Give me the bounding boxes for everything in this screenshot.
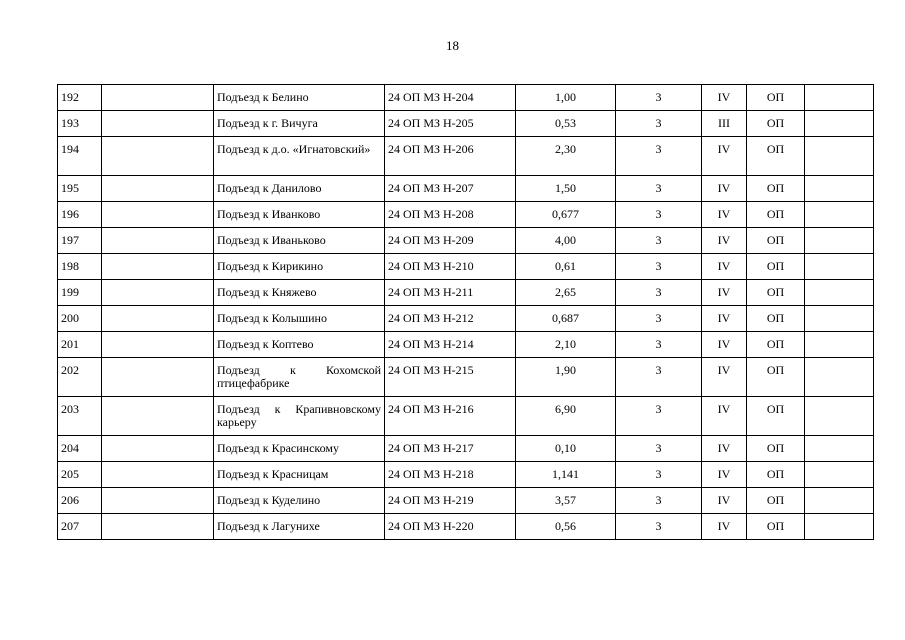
- road-name: Подъезд к Белино: [214, 85, 385, 111]
- lanes-value: 3: [616, 306, 702, 332]
- road-length: 2,30: [516, 137, 616, 176]
- table-row: [58, 254, 874, 280]
- road-code: 24 ОП МЗ Н-220: [385, 514, 516, 540]
- empty-cell: [102, 358, 214, 397]
- road-length: 1,00: [516, 85, 616, 111]
- lanes-value: 3: [616, 332, 702, 358]
- empty-cell: [102, 254, 214, 280]
- table-row: [58, 514, 874, 540]
- empty-cell: [102, 306, 214, 332]
- table-row: [58, 488, 874, 514]
- road-length: 4,00: [516, 228, 616, 254]
- road-name: Подъезд к Крапивновскому карьеру: [214, 397, 385, 436]
- road-category: IV: [702, 306, 747, 332]
- road-name: Подъезд к Кирикино: [214, 254, 385, 280]
- row-number: 192: [58, 85, 102, 111]
- road-category: IV: [702, 514, 747, 540]
- road-type: ОП: [747, 306, 805, 332]
- road-type: ОП: [747, 397, 805, 436]
- road-category: IV: [702, 332, 747, 358]
- empty-cell: [805, 462, 874, 488]
- road-type: ОП: [747, 332, 805, 358]
- row-number: 197: [58, 228, 102, 254]
- empty-cell: [102, 436, 214, 462]
- row-number: 206: [58, 488, 102, 514]
- row-number: 198: [58, 254, 102, 280]
- empty-cell: [805, 436, 874, 462]
- row-number: 205: [58, 462, 102, 488]
- road-code: 24 ОП МЗ Н-207: [385, 176, 516, 202]
- lanes-value: 3: [616, 280, 702, 306]
- row-number: 204: [58, 436, 102, 462]
- page-number: 18: [446, 38, 459, 53]
- road-code: 24 ОП МЗ Н-206: [385, 137, 516, 176]
- road-type: ОП: [747, 436, 805, 462]
- road-name: Подъезд к г. Вичуга: [214, 111, 385, 137]
- road-code: 24 ОП МЗ Н-216: [385, 397, 516, 436]
- road-category: IV: [702, 358, 747, 397]
- road-length: 3,57: [516, 488, 616, 514]
- road-length: 0,687: [516, 306, 616, 332]
- empty-cell: [805, 488, 874, 514]
- road-type: ОП: [747, 85, 805, 111]
- row-number: 199: [58, 280, 102, 306]
- road-code: 24 ОП МЗ Н-219: [385, 488, 516, 514]
- road-length: 0,10: [516, 436, 616, 462]
- road-type: ОП: [747, 254, 805, 280]
- table-row: [58, 332, 874, 358]
- empty-cell: [805, 306, 874, 332]
- row-number: 194: [58, 137, 102, 176]
- road-name: Подъезд к Коптево: [214, 332, 385, 358]
- empty-cell: [102, 85, 214, 111]
- table-row: [58, 85, 874, 111]
- empty-cell: [805, 111, 874, 137]
- road-name: Подъезд к Красницам: [214, 462, 385, 488]
- road-category: IV: [702, 462, 747, 488]
- road-category: IV: [702, 176, 747, 202]
- table-row: [58, 176, 874, 202]
- row-number: 202: [58, 358, 102, 397]
- road-type: ОП: [747, 514, 805, 540]
- road-name: Подъезд к Кохомской птицефабрике: [214, 358, 385, 397]
- road-length: 1,141: [516, 462, 616, 488]
- empty-cell: [102, 111, 214, 137]
- row-number: 193: [58, 111, 102, 137]
- road-code: 24 ОП МЗ Н-210: [385, 254, 516, 280]
- empty-cell: [102, 332, 214, 358]
- table-row: [58, 228, 874, 254]
- empty-cell: [102, 462, 214, 488]
- lanes-value: 3: [616, 397, 702, 436]
- row-number: 207: [58, 514, 102, 540]
- road-code: 24 ОП МЗ Н-211: [385, 280, 516, 306]
- road-length: 1,90: [516, 358, 616, 397]
- road-category: III: [702, 111, 747, 137]
- table-row: [58, 306, 874, 332]
- table-row: [58, 202, 874, 228]
- table-row: [58, 436, 874, 462]
- lanes-value: 3: [616, 176, 702, 202]
- road-code: 24 ОП МЗ Н-212: [385, 306, 516, 332]
- road-name: Подъезд к Красинскому: [214, 436, 385, 462]
- road-type: ОП: [747, 202, 805, 228]
- road-name: Подъезд к Куделино: [214, 488, 385, 514]
- road-code: 24 ОП МЗ Н-204: [385, 85, 516, 111]
- road-category: IV: [702, 228, 747, 254]
- road-type: ОП: [747, 137, 805, 176]
- road-length: 0,677: [516, 202, 616, 228]
- road-category: IV: [702, 254, 747, 280]
- empty-cell: [102, 397, 214, 436]
- road-name: Подъезд к Княжево: [214, 280, 385, 306]
- lanes-value: 3: [616, 254, 702, 280]
- empty-cell: [805, 85, 874, 111]
- road-category: IV: [702, 85, 747, 111]
- empty-cell: [102, 137, 214, 176]
- table-row: [58, 137, 874, 176]
- road-code: 24 ОП МЗ Н-209: [385, 228, 516, 254]
- road-length: 0,56: [516, 514, 616, 540]
- lanes-value: 3: [616, 436, 702, 462]
- road-length: 0,53: [516, 111, 616, 137]
- road-type: ОП: [747, 488, 805, 514]
- road-type: ОП: [747, 111, 805, 137]
- road-name: Подъезд к Иваньково: [214, 228, 385, 254]
- table-row: [58, 280, 874, 306]
- empty-cell: [102, 280, 214, 306]
- empty-cell: [805, 176, 874, 202]
- road-length: 6,90: [516, 397, 616, 436]
- empty-cell: [805, 137, 874, 176]
- road-category: IV: [702, 397, 747, 436]
- table-row: [58, 397, 874, 436]
- row-number: 195: [58, 176, 102, 202]
- road-code: 24 ОП МЗ Н-214: [385, 332, 516, 358]
- road-type: ОП: [747, 280, 805, 306]
- lanes-value: 3: [616, 85, 702, 111]
- road-category: IV: [702, 488, 747, 514]
- road-name: Подъезд к Данилово: [214, 176, 385, 202]
- empty-cell: [102, 176, 214, 202]
- empty-cell: [805, 228, 874, 254]
- row-number: 200: [58, 306, 102, 332]
- road-category: IV: [702, 436, 747, 462]
- row-number: 203: [58, 397, 102, 436]
- empty-cell: [102, 202, 214, 228]
- road-code: 24 ОП МЗ Н-215: [385, 358, 516, 397]
- empty-cell: [805, 202, 874, 228]
- road-length: 1,50: [516, 176, 616, 202]
- empty-cell: [805, 332, 874, 358]
- empty-cell: [102, 514, 214, 540]
- lanes-value: 3: [616, 358, 702, 397]
- empty-cell: [805, 280, 874, 306]
- road-code: 24 ОП МЗ Н-217: [385, 436, 516, 462]
- roads-table: [57, 84, 874, 540]
- road-type: ОП: [747, 176, 805, 202]
- road-type: ОП: [747, 462, 805, 488]
- lanes-value: 3: [616, 228, 702, 254]
- road-length: 2,65: [516, 280, 616, 306]
- road-category: IV: [702, 280, 747, 306]
- empty-cell: [805, 254, 874, 280]
- lanes-value: 3: [616, 462, 702, 488]
- lanes-value: 3: [616, 514, 702, 540]
- road-code: 24 ОП МЗ Н-208: [385, 202, 516, 228]
- empty-cell: [102, 488, 214, 514]
- road-name: Подъезд к Колышино: [214, 306, 385, 332]
- empty-cell: [102, 228, 214, 254]
- road-code: 24 ОП МЗ Н-218: [385, 462, 516, 488]
- table-body: [58, 85, 874, 540]
- lanes-value: 3: [616, 137, 702, 176]
- road-type: ОП: [747, 228, 805, 254]
- road-length: 2,10: [516, 332, 616, 358]
- empty-cell: [805, 514, 874, 540]
- table-row: [58, 462, 874, 488]
- road-type: ОП: [747, 358, 805, 397]
- lanes-value: 3: [616, 111, 702, 137]
- lanes-value: 3: [616, 488, 702, 514]
- road-length: 0,61: [516, 254, 616, 280]
- row-number: 201: [58, 332, 102, 358]
- road-code: 24 ОП МЗ Н-205: [385, 111, 516, 137]
- table-row: [58, 111, 874, 137]
- road-name: Подъезд к д.о. «Игнатовский»: [214, 137, 385, 176]
- row-number: 196: [58, 202, 102, 228]
- road-name: Подъезд к Лагунихе: [214, 514, 385, 540]
- empty-cell: [805, 397, 874, 436]
- road-name: Подъезд к Иванково: [214, 202, 385, 228]
- table-row: [58, 358, 874, 397]
- road-category: IV: [702, 137, 747, 176]
- road-category: IV: [702, 202, 747, 228]
- lanes-value: 3: [616, 202, 702, 228]
- empty-cell: [805, 358, 874, 397]
